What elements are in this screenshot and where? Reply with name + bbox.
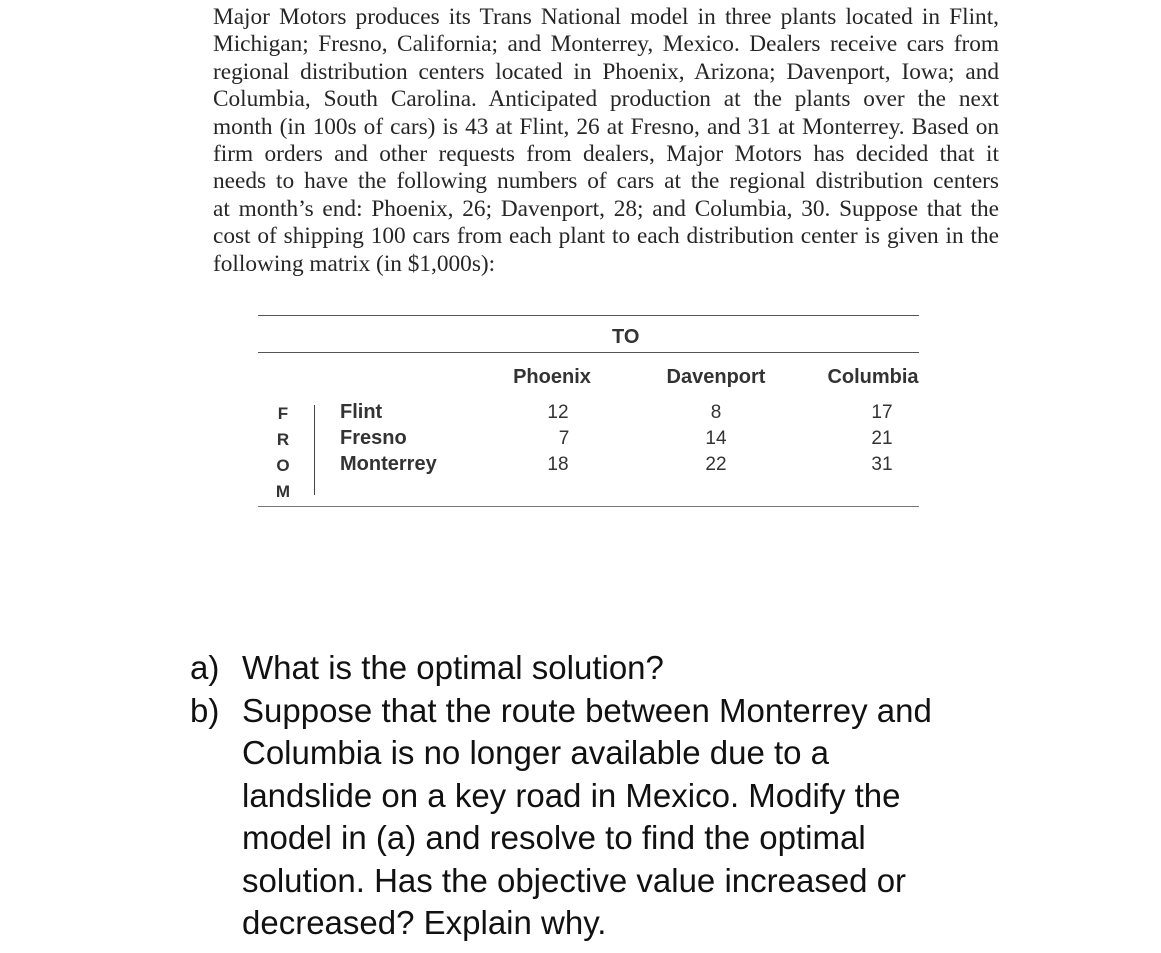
from-letter: F bbox=[277, 404, 289, 423]
problem-line: firm orders and other requests from dealers, Major Motors has decided that it bbox=[213, 141, 999, 168]
table-cell: 17 bbox=[871, 402, 893, 423]
to-header: TO bbox=[612, 326, 640, 348]
table-cell: 21 bbox=[871, 428, 893, 449]
row-label-flint: Flint bbox=[340, 401, 383, 423]
problem-line: needs to have the following numbers of cars at the regional distribution centers bbox=[213, 168, 999, 195]
from-letter: R bbox=[276, 430, 290, 449]
table-cell: 31 bbox=[871, 454, 893, 475]
question-b bbox=[190, 690, 1150, 945]
table-header-rule bbox=[258, 352, 919, 353]
problem-line: Michigan; Fresno, California; and Monterrey, Mexico. Dealers receive cars from bbox=[213, 31, 999, 58]
table-bottom-rule bbox=[258, 506, 919, 507]
question-line: Suppose that the route between Monterrey and bbox=[242, 691, 932, 729]
question-a bbox=[190, 647, 1150, 690]
from-divider bbox=[314, 405, 315, 495]
table-cell: 8 bbox=[710, 402, 722, 423]
problem-line: at month’s end: Phoenix, 26; Davenport, 28; and Columbia, 30. Suppose that the bbox=[213, 195, 999, 222]
column-header-phoenix: Phoenix bbox=[513, 366, 591, 388]
problem-line: cost of shipping 100 cars from each plant to each distribution center is given in the bbox=[213, 223, 999, 250]
question-line: Columbia is no longer available due to a bbox=[242, 734, 830, 771]
question-marker: b) bbox=[190, 691, 220, 729]
from-letter: M bbox=[275, 482, 291, 501]
row-label-monterrey: Monterrey bbox=[340, 453, 437, 475]
question-line: model in (a) and resolve to find the optimal bbox=[242, 819, 866, 856]
problem-line: Major Motors produces its Trans National model in three plants located in Flint, bbox=[213, 4, 999, 30]
question-list bbox=[190, 647, 1150, 945]
table-cell: 12 bbox=[547, 402, 569, 423]
problem-line: following matrix (in $1,000s): bbox=[213, 250, 496, 277]
column-header-columbia: Columbia bbox=[827, 366, 919, 388]
table-cell: 7 bbox=[558, 428, 570, 449]
question-line: landslide on a key road in Mexico. Modify the bbox=[242, 776, 901, 814]
problem-line: Columbia, South Carolina. Anticipated production at the plants over the next bbox=[213, 86, 999, 113]
table-cell: 22 bbox=[705, 454, 727, 475]
from-letter: O bbox=[276, 456, 290, 475]
table-cell: 18 bbox=[547, 454, 569, 475]
problem-line: month (in 100s of cars) is 43 at Flint, 26 at Fresno, and 31 at Monterrey. Based on bbox=[213, 113, 999, 140]
question-line: decreased? Explain why. bbox=[242, 904, 607, 941]
question-marker: a) bbox=[190, 649, 220, 686]
row-label-fresno: Fresno bbox=[340, 427, 407, 449]
column-header-davenport: Davenport bbox=[666, 366, 766, 388]
question-line: What is the optimal solution? bbox=[242, 649, 664, 686]
problem-line: regional distribution centers located in Phoenix, Arizona; Davenport, Iowa; and bbox=[213, 58, 999, 85]
question-text bbox=[242, 690, 1150, 945]
table-cell: 14 bbox=[705, 428, 727, 449]
table-top-rule bbox=[258, 315, 919, 316]
question-line: solution. Has the objective value increased or bbox=[242, 861, 907, 899]
question-text bbox=[242, 647, 1150, 690]
problem-statement bbox=[213, 4, 999, 278]
